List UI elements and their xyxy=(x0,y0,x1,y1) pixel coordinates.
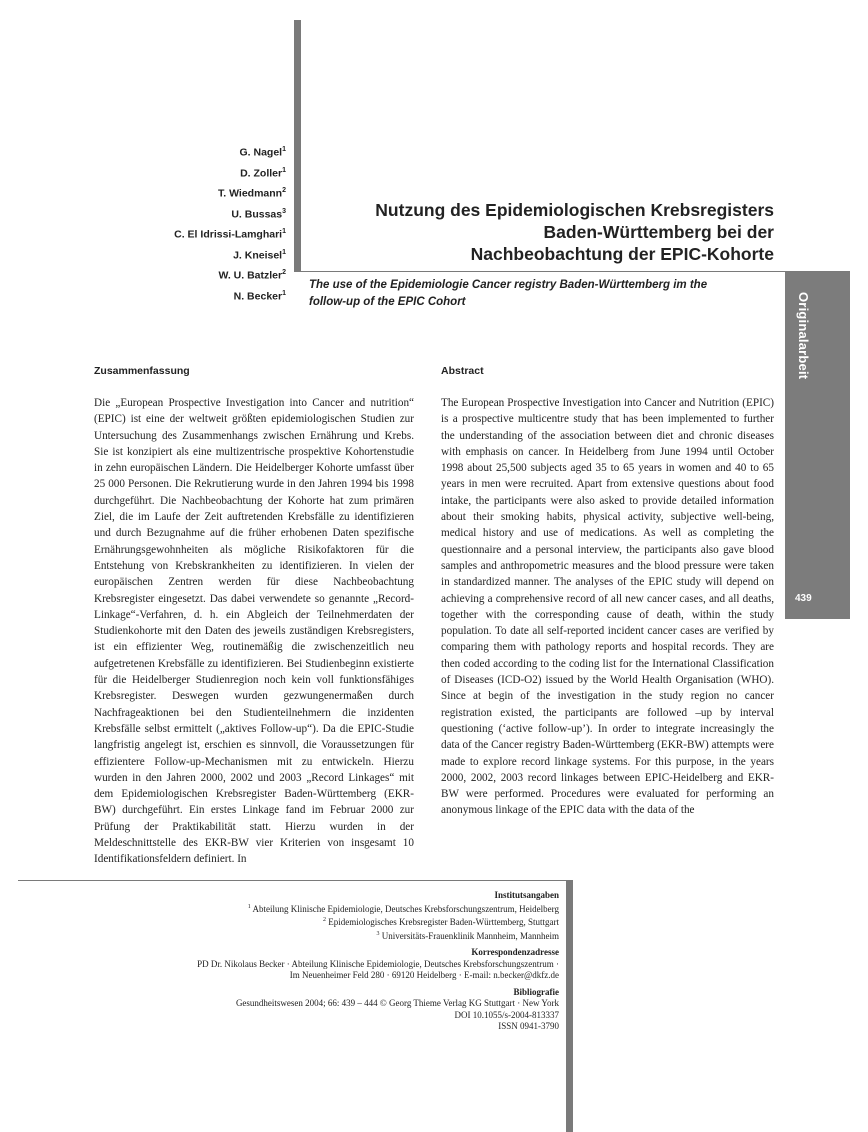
author: W. U. Batzler$^2$ xyxy=(218,269,286,282)
article-type-tab xyxy=(785,272,850,619)
author: G. Nagel$^1$ xyxy=(239,146,286,159)
author: J. Kneisel$^1$ xyxy=(233,248,286,261)
correspondence-line: PD Dr. Nikolaus Becker · Abteilung Klinische Epidemiologie, Deutsches Krebsforschungszentrum · xyxy=(197,958,559,969)
institution-line: $^3$ Universitäts-Frauenklinik Mannheim, Mannheim xyxy=(376,930,559,941)
institution-line: $^1$ Abteilung Klinische Epidemiologie, Deutsches Krebsforschungszentrum, Heidelberg xyxy=(247,903,559,914)
author: T. Wiedmann$^2$ xyxy=(218,187,286,200)
author-list xyxy=(174,141,286,305)
author: U. Bussas$^3$ xyxy=(231,207,286,220)
institution-line: $^2$ Epidemiologisches Krebsregister Baden-Württemberg, Stuttgart xyxy=(322,917,559,927)
english-title: The use of the Epidemiologie Cancer registry Baden-Württemberg im the follow-up of the EPIC Cohort xyxy=(309,279,708,308)
bibliography-line: Gesundheitswesen 2004; 66: 439 – 444 © Georg Thieme Verlag KG Stuttgart · New York xyxy=(235,998,559,1008)
abstract-text: The European Prospective Investigation into Cancer and Nutrition (EPIC) is a prospective multicentre study that has been implemented to further the understanding of the association between diet and chronic diseases with emphasis on cancer. In Heidelberg from June 1994 until October 1998 about 25,500 subjects aged 35 to 65 years in women and 40 to 65 years in men were recruited. Apart from extensive questions about food intake, the participants were also asked to provide detailed information about their smoking habits, physical activity, subjective well-being, medical history and use of medications. As well as completing the questionnaire and a personal interview, the participants also gave blood samples and anthropometric measures and the blood pressure were taken in standardized manner. The analyses of the EPIC study will depend on achieving a comprehensive record of all new cancer cases, and all deaths, together with the corresponding cause of death, within the study population. To date all self-reported incident cancer cases are verified by comparing them with pathology reports and hospital records. They are then coded according to the coding list for the International Classification of Diseases (ICD-O2) issued by the World Health Organisation (WHO). Since at begin of the investigation in the study region no cancer registration existed, the participants are followed –up by interval questioning (‘active follow-up’). In order to integrate increasingly the data of the Cancer registry Baden-Württemberg (EKR-BW) attempts were made to explore record linkage systems. For this purpose, in the years 2000, 2002, 2003 record linkages between EPIC-Heidelberg and EKR-BW were performed. Procedures were evaluated for performing an anonymous linkage of the EPIC data with the data of the xyxy=(441,397,774,817)
bibliography-block xyxy=(39,987,559,1033)
zusammenfassung-heading: Zusammenfassung xyxy=(94,365,190,377)
abstract-heading: Abstract xyxy=(441,365,484,377)
bibliography-line: DOI 10.1055/s-2004-813337 xyxy=(454,1009,559,1020)
article-title: Nutzung des Epidemiologischen Krebsregisters Baden-Württemberg bei der Nachbeobachtung der EPIC-Kohorte xyxy=(375,200,774,264)
page-number: 439 xyxy=(795,593,812,604)
author: N. Becker$^1$ xyxy=(233,289,286,302)
header-horizontal-rule xyxy=(294,271,850,272)
correspondence-heading: Korrespondenzadresse xyxy=(471,947,559,957)
article-info xyxy=(39,890,559,1038)
article-type-label: Originalarbeit xyxy=(796,292,811,380)
top-vertical-rule xyxy=(294,20,301,272)
author: C. El Idrissi-Lamghari$^1$ xyxy=(174,228,286,241)
correspondence-line: Im Neuenheimer Feld 280 · 69120 Heidelberg · E-mail: n.becker@dkfz.de xyxy=(289,970,559,980)
bibliography-line: ISSN 0941-3790 xyxy=(498,1021,559,1031)
footer-horizontal-rule xyxy=(18,880,573,881)
author: D. Zoller$^1$ xyxy=(240,166,286,179)
bottom-vertical-rule xyxy=(566,880,573,1132)
zusammenfassung-text: Die „European Prospective Investigation into Cancer and nutrition“ (EPIC) ist eine der weltweit größten epidemiologischen Studien zur Untersuchung des Zusammenhangs zwischen Ernährung und Krebs. Sie ist konzipiert als eine multizentrische prospektive Kohortenstudie in zehn europäischen Ländern. Die Heidelberger Kohorte umfasst über 25 000 Personen. Die Rekrutierung wurde in den Jahren 1994 bis 1998 durchgeführt. Die Nachbeobachtung der Kohorte hat zum primären Ziel, die im Laufe der Zeit auftretenden Krebsfälle zu identifizieren und durch Bezugnahme auf die früher erhobenen Daten spezifische Ernährungsgewohnheiten als mögliche Risikofaktoren für die Entstehung von Krebskrankheiten zu identifizieren. In vielen der europäischen Zentren werden für diese Nachbeobachtung Krebsregister eingesetzt. Das dabei verwendete so genannte „Record-Linkage“-Verfahren, d. h. ein Abgleich der Teilnehmerdaten der Studienkohorte mit den Daten des jeweils zuständigen Krebsregisters, ist ein effizienter Weg, routinemäßig die zwischenzeitlich neu aufgetretenen Krebsfälle zu identifizieren. Bei Studienbeginn existierte für die Heidelberger Studienregion noch kein voll funktionsfähiges Krebsregister. Deswegen wurden gezwungenermaßen durch Nachfrageaktionen bei den Studienteilnehmern die inzidenten Krebsfälle selbst ermittelt („aktives Follow-up“). Da die EPIC-Studie langfristig angelegt ist, erschien es sinnvoll, die Voraussetzungen für effizientere Follow-up-Mechanismen mit zu entwickeln. Hierzu wurden in den Jahren 2000, 2002 und 2003 „Record Linkages“ mit dem Epidemiologischen Krebsregister Baden-Württemberg (EKR-BW) durchgeführt. Ein erstes Linkage fand im Februar 2000 zur Prüfung der Praktikabilität statt. Hierzu wurden in der Meldeschnittstelle des EKR-BW vier Kriterien von insgesamt 10 Identifikationsfeldern definiert. In xyxy=(94,397,414,865)
correspondence-block xyxy=(39,947,559,982)
bibliography-heading: Bibliografie xyxy=(513,986,559,997)
institutions-heading: Institutsangaben xyxy=(494,890,559,900)
institutions-block xyxy=(39,890,559,942)
